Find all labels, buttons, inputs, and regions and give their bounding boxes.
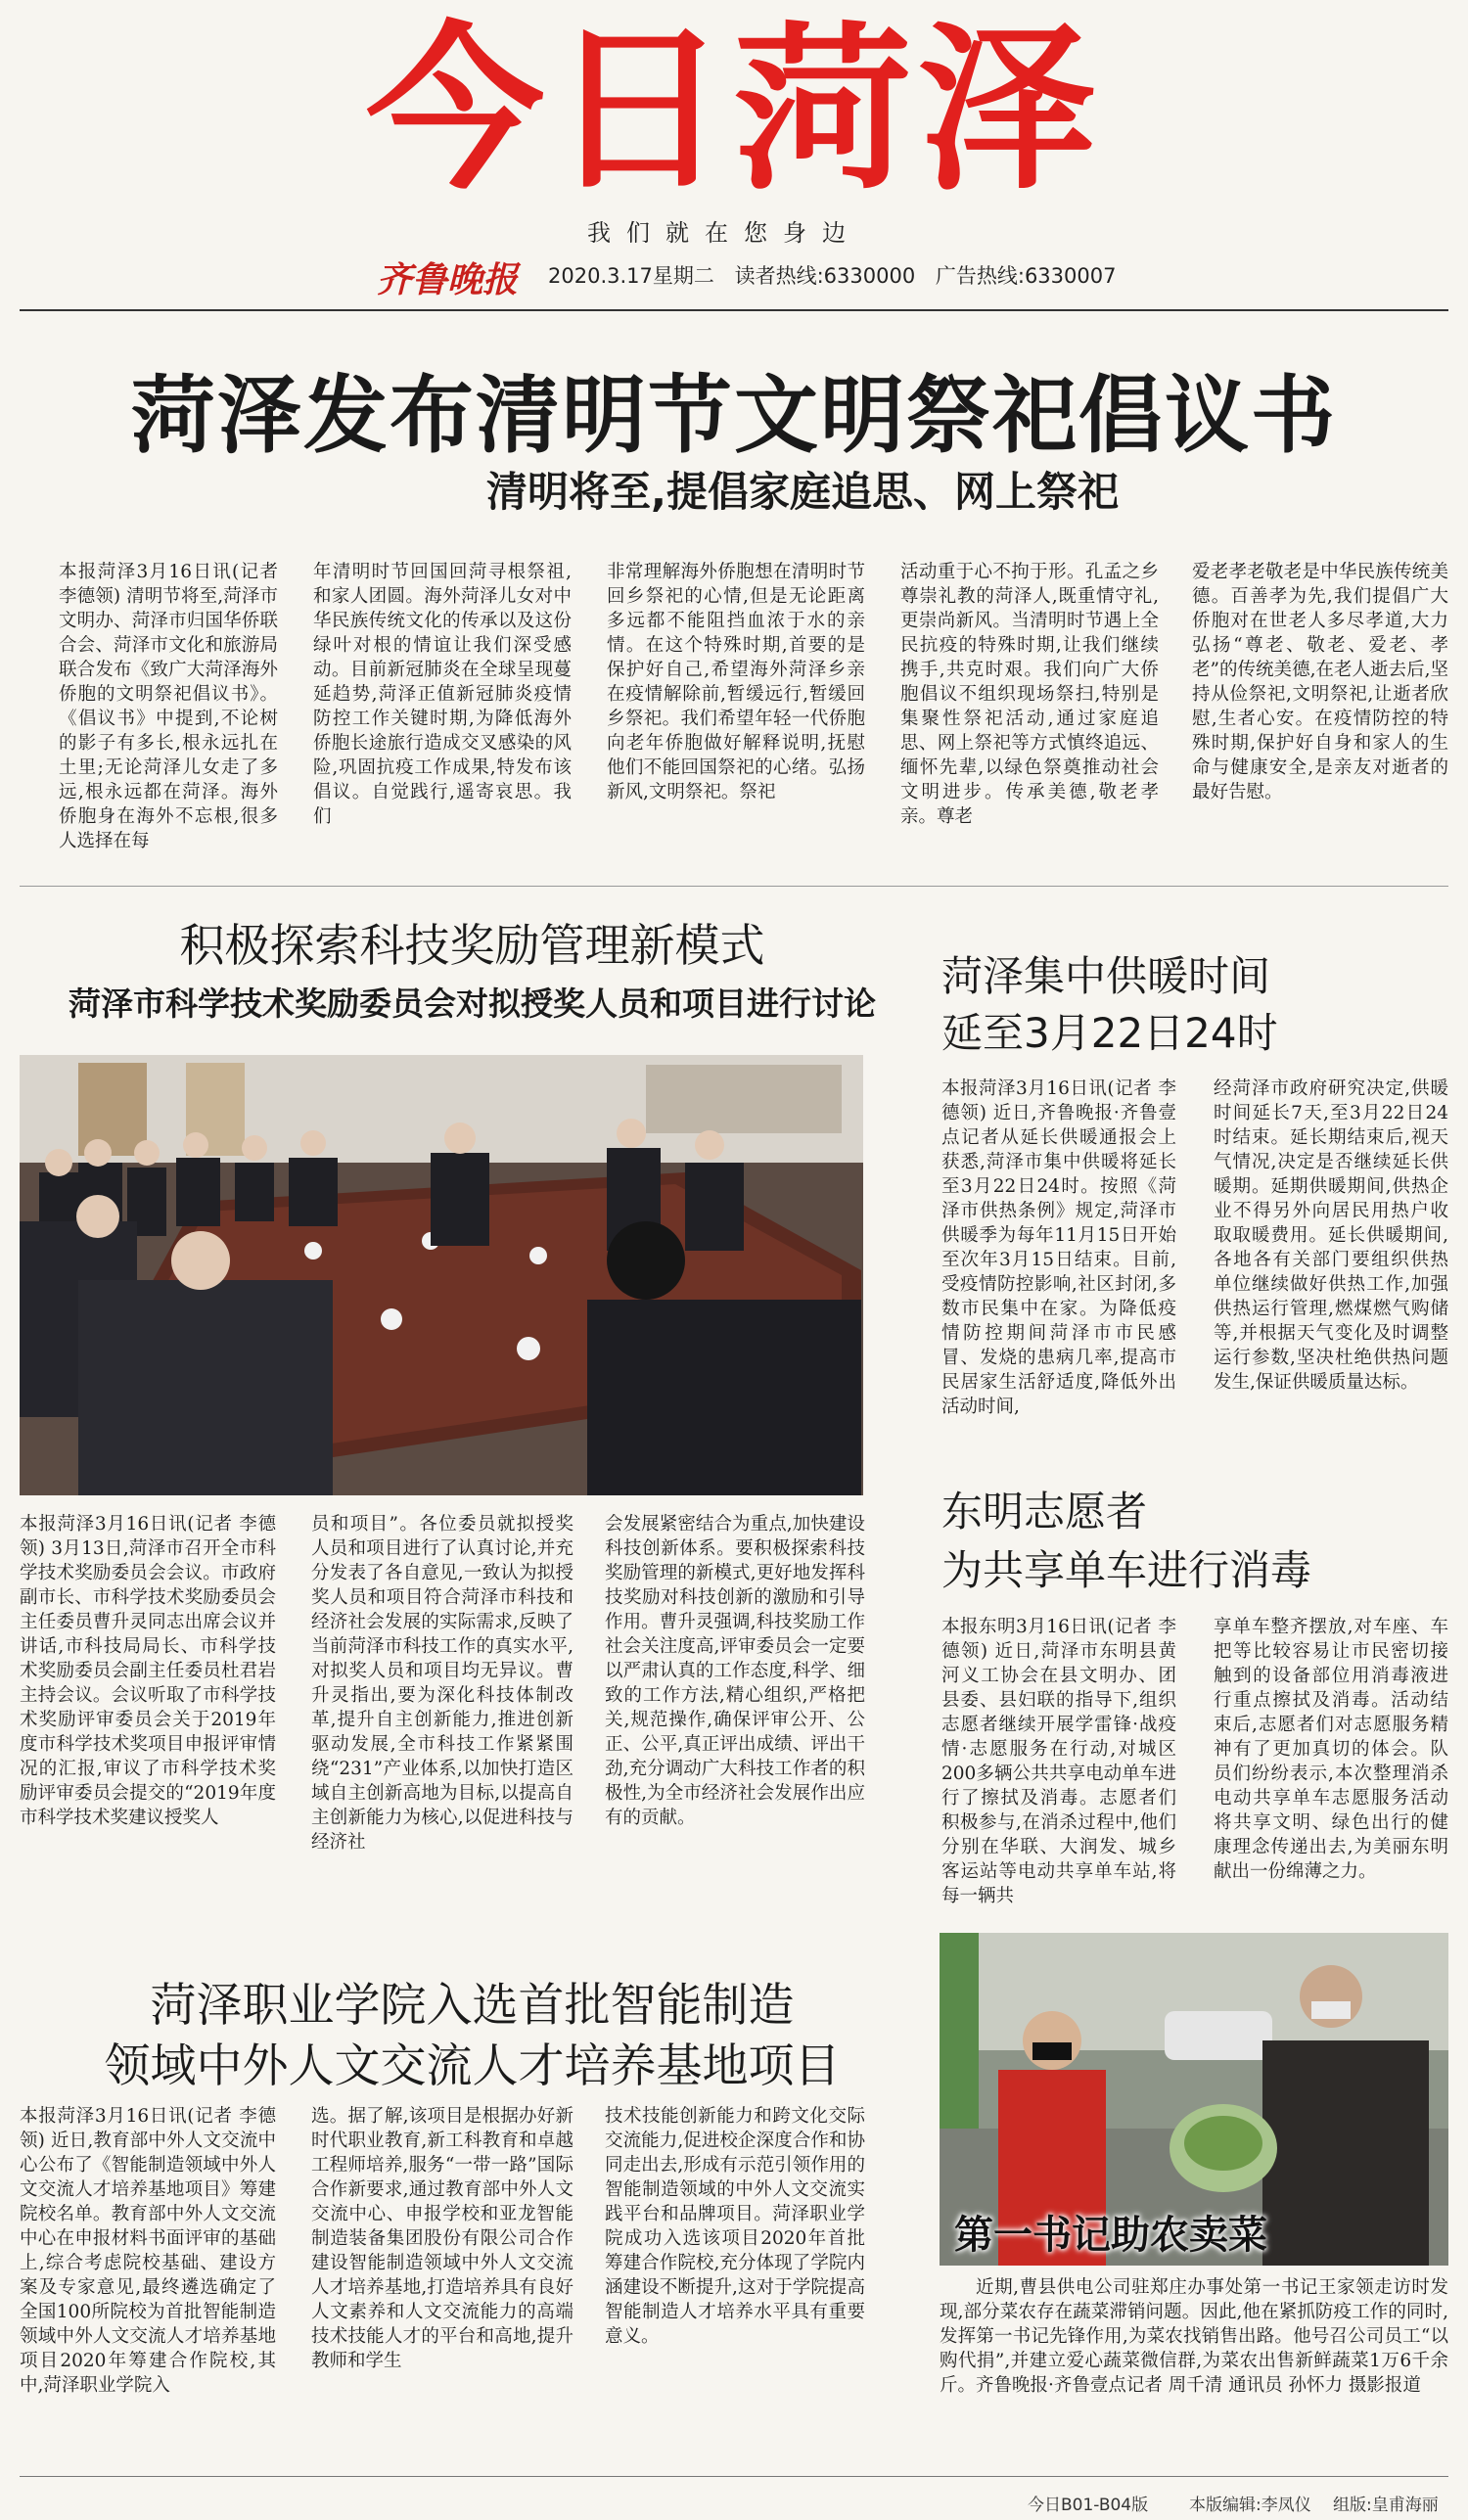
issue-info — [548, 260, 1129, 290]
science-headline: 积极探索科技奖励管理新模式 — [179, 919, 765, 972]
reader-hotline: 读者热线:6330000 — [734, 264, 916, 288]
ad-hotline: 广告热线:6330007 — [935, 264, 1117, 288]
heating-headline-line1: 菏泽集中供暖时间 — [941, 952, 1271, 1000]
college-headline-line1: 菏泽职业学院入选首批智能制造 — [150, 1979, 795, 2033]
heating-article-col-2: 经菏泽市政府研究决定,供暖时间延长7天,至3月22日24时结束。延长期结束后,视天气情况,决定是否继续延长供暖期。延期供暖期间,供热企业不得另外向居民用热户收取取暖费用。延长供暖期间,各地各有关部门要组织供热单位继续做好供热工作,加强供热运行管理,燃煤燃气购储等,并根据天气变化及时调整运行参数,坚决杜绝供热问题发生,保证供暖质量达标。 — [1214, 1078, 1448, 1393]
masthead-slogan: 我们就在您身边 — [587, 219, 861, 247]
main-article-col-3: 非常理解海外侨胞想在清明时节回乡祭祀的心情,但是无论距离多远都不能阻挡血浓于水的亲情。在这个特殊时期,首要的是保护好自己,希望海外菏泽乡亲在疫情解除前,暂缓远行,暂缓回乡祭祀。我们希望年轻一代侨胞向老年侨胞做好解释说明,抚慰他们不能回国祭祀的心绪。弘扬新风,文明祭祀。祭祀 — [607, 562, 865, 802]
science-subheadline: 菏泽市科学技术奖励委员会对拟授奖人员和项目进行讨论 — [69, 985, 876, 1023]
science-article-col-3: 会发展紧密结合为重点,加快建设科技创新体系。要积极探索科技奖励管理的新模式,更好地发挥科技奖励对科技创新的激励和引导作用。曹升灵强调,科技奖励工作社会关注度高,评审委员会一定要以严肃认真的工作态度,科学、细致的工作方法,精心组织,严格把关,规范操作,确保评审公开、公正、公平,真正评出成绩、评出干劲,充分调动广大科技工作者的积极性,为全市经济社会发展作出应有的贡献。 — [605, 1514, 865, 1828]
main-subheadline: 清明将至,提倡家庭追思、网上祭祀 — [486, 468, 1119, 516]
main-headline: 菏泽发布清明节文明祭祀倡议书 — [131, 367, 1337, 465]
footer-editor: 本版编辑:李凤仪 — [1189, 2496, 1311, 2515]
volunteer-headline-line1: 东明志愿者 — [941, 1488, 1148, 1535]
footer-layout: 组版:皇甫海丽 — [1333, 2496, 1439, 2515]
science-article-col-1: 本报菏泽3月16日讯(记者 李德领) 3月13日,菏泽市召开全市科学技术奖励委员会会议。市政府副市长、市科学技术奖励委员会主任委员曹升灵同志出席会议并讲话,市科技局局长、市科学技术奖励委员会副主任委员杜君岩主持会议。会议听取了市科学技术奖励评审委员会关于2019年度市科学技术奖项目申报评审情况的汇报,审议了市科学技术奖励评审委员会提交的“2019年度市科学技术奖建议授奖人 — [20, 1514, 276, 1828]
brand-logo: 齐鲁晚报 — [377, 259, 519, 300]
heating-headline-line2: 延至3月22日24时 — [941, 1009, 1278, 1057]
footer-pages: 今日B01-B04版 — [1028, 2496, 1149, 2515]
footer-divider — [20, 2476, 1448, 2477]
college-article-col-3: 技术技能创新能力和跨文化交际交流能力,促进校企深度合作和协同走出去,形成有示范引领作用的智能制造领域的中外人文交流实践平台和品牌项目。菏泽职业学院成功入选该项目2020年首批筹建合作院校,充分体现了学院内涵建设不断提升,这对于学院提高智能制造人才培养水平具有重要意义。 — [605, 2106, 865, 2347]
college-headline-line2: 领域中外人文交流人才培养基地项目 — [104, 2039, 841, 2093]
main-article-col-5: 爱老孝老敬老是中华民族传统美德。百善孝为先,我们提倡广大侨胞对在世老人多尽孝道,大力弘扬“尊老、敬老、爱老、孝老”的传统美德,在老人逝去后,坚持从俭祭祀,文明祭祀,让逝者欣慰,生者心安。在疫情防控的特殊时期,保护好自身和家人的生命与健康安全,是亲友对逝者的最好告慰。 — [1192, 562, 1448, 802]
main-article-col-4: 活动重于心不拘于形。孔孟之乡尊崇礼教的菏泽人,既重情守礼,更崇尚新风。当清明时节遇上全民抗疫的特殊时期,让我们继续携手,共克时艰。我们向广大侨胞倡议不组织现场祭扫,特别是集聚性祭祀活动,通过家庭追思、网上祭祀等方式慎终追远、缅怀先辈,以绿色祭奠推动社会文明进步。传承美德,敬老孝亲。尊老 — [900, 562, 1159, 827]
college-article-col-1: 本报菏泽3月16日讯(记者 李德领) 近日,教育部中外人文交流中心公布了《智能制造领域中外人文交流人才培养基地项目》筹建院校名单。教育部中外人文交流中心在申报材料书面评审的基础上,综合考虑院校基础、建设方案及专家意见,最终遴选确定了全国100所院校为首批智能制造领域中外人文交流人才培养基地项目2020年筹建合作院校,其中,菏泽职业学院入 — [20, 2106, 276, 2396]
volunteer-article-col-2: 享单车整齐摆放,对车座、车把等比较容易让市民密切接触到的设备部位用消毒液进行重点擦拭及消毒。活动结束后,志愿者们对志愿服务精神有了更加真切的体会。队员们纷纷表示,本次整理消杀电动共享单车志愿服务活动将共享文明、绿色出行的健康理念传递出去,为美丽东明献出一份绵薄之力。 — [1214, 1617, 1448, 1882]
main-article-col-1: 本报菏泽3月16日讯(记者 李德领) 清明节将至,菏泽市文明办、菏泽市归国华侨联合会、菏泽市文化和旅游局联合发布《致广大菏泽海外侨胞的文明祭祀倡议书》。《倡议书》中提到,不论树的影子有多长,根永远扎在土里;无论菏泽儿女走了多远,根永远都在菏泽。海外侨胞身在海外不忘根,很多人选择在每 — [59, 562, 278, 851]
college-article-col-2: 选。据了解,该项目是根据办好新时代职业教育,新工科教育和卓越工程师培养,服务“一带一路”国际合作新要求,通过教育部中外人文交流中心、申报学校和亚龙智能制造装备集团股份有限公司合作建设智能制造领域中外人文交流人才培养基地,打造培养具有良好人文素养和人文交流能力的高端技术技能人才的平台和高地,提升教师和学生 — [311, 2106, 573, 2371]
volunteer-headline-line2: 为共享单车进行消毒 — [941, 1546, 1312, 1594]
meeting-photo — [20, 1055, 863, 1495]
masthead-title: 今日菏泽 — [366, 6, 1102, 213]
volunteer-article-col-1: 本报东明3月16日讯(记者 李德领) 近日,菏泽市东明县黄河义工协会在县文明办、团县委、县妇联的指导下,组织志愿者继续开展学雷锋·战疫情·志愿服务在行动,对城区200多辆公共共享电动单车进行了擦拭及消毒。志愿者们积极参与,在消杀过程中,他们分别在华联、大润发、城乡客运站等电动共享单车站,将每一辆共 — [941, 1617, 1176, 1906]
main-article-col-2: 年清明时节回国回菏寻根祭祖,和家人团圆。海外菏泽儿女对中华民族传统文化的传承以及这份绿叶对根的情谊让我们深受感动。目前新冠肺炎在全球呈现蔓延趋势,菏泽正值新冠肺炎疫情防控工作关键时期,为降低海外侨胞长途旅行造成交叉感染的风险,巩固抗疫工作成果,特发布该倡议。自觉践行,遥寄哀思。我们 — [313, 562, 572, 827]
science-article-col-2: 员和项目”。各位委员就拟授奖人员和项目进行了认真讨论,并充分发表了各自意见,一致认为拟授奖人员和项目符合菏泽市科技和经济社会发展的实际需求,反映了当前菏泽市科技工作的真实水平,对拟奖人员和项目均无异议。曹升灵指出,要为深化科技体制改革,提升自主创新能力,推进创新驱动发展,全市科技工作紧紧围绕“231”产业体系,以加快打造区域自主创新高地为目标,以提高自主创新能力为核心,以促进科技与经济社 — [311, 1514, 573, 1853]
farm-photo-caption: 第一书记助农卖菜 — [954, 2213, 1267, 2258]
section-divider — [20, 886, 1448, 887]
farm-article-body: 近期,曹县供电公司驻郑庄办事处第一书记王家领走访时发现,部分菜农存在蔬菜滞销问题。因此,他在紧抓防疫工作的同时,发挥第一书记先锋作用,为菜农找销售出路。他号召公司员工“以购代捐”,并建立爱心蔬菜微信群,为菜农出售新鲜蔬菜1万6千余斤。齐鲁晚报·齐鲁壹点记者 周千清 通讯员 孙怀力 摄影报道 — [940, 2277, 1448, 2396]
masthead-divider — [20, 309, 1448, 311]
issue-date: 2020.3.17星期二 — [548, 264, 714, 288]
heating-article-col-1: 本报菏泽3月16日讯(记者 李德领) 近日,齐鲁晚报·齐鲁壹点记者从延长供暖通报会上获悉,菏泽市集中供暖将延长至3月22日24时。按照《菏泽市供热条例》规定,菏泽市供暖季为每年11月15日开始至次年3月15日结束。目前,受疫情防控影响,社区封闭,多数市民集中在家。为降低疫情防控期间菏泽市市民感冒、发烧的患病几率,提高市民居家生活舒适度,降低外出活动时间, — [941, 1078, 1176, 1417]
